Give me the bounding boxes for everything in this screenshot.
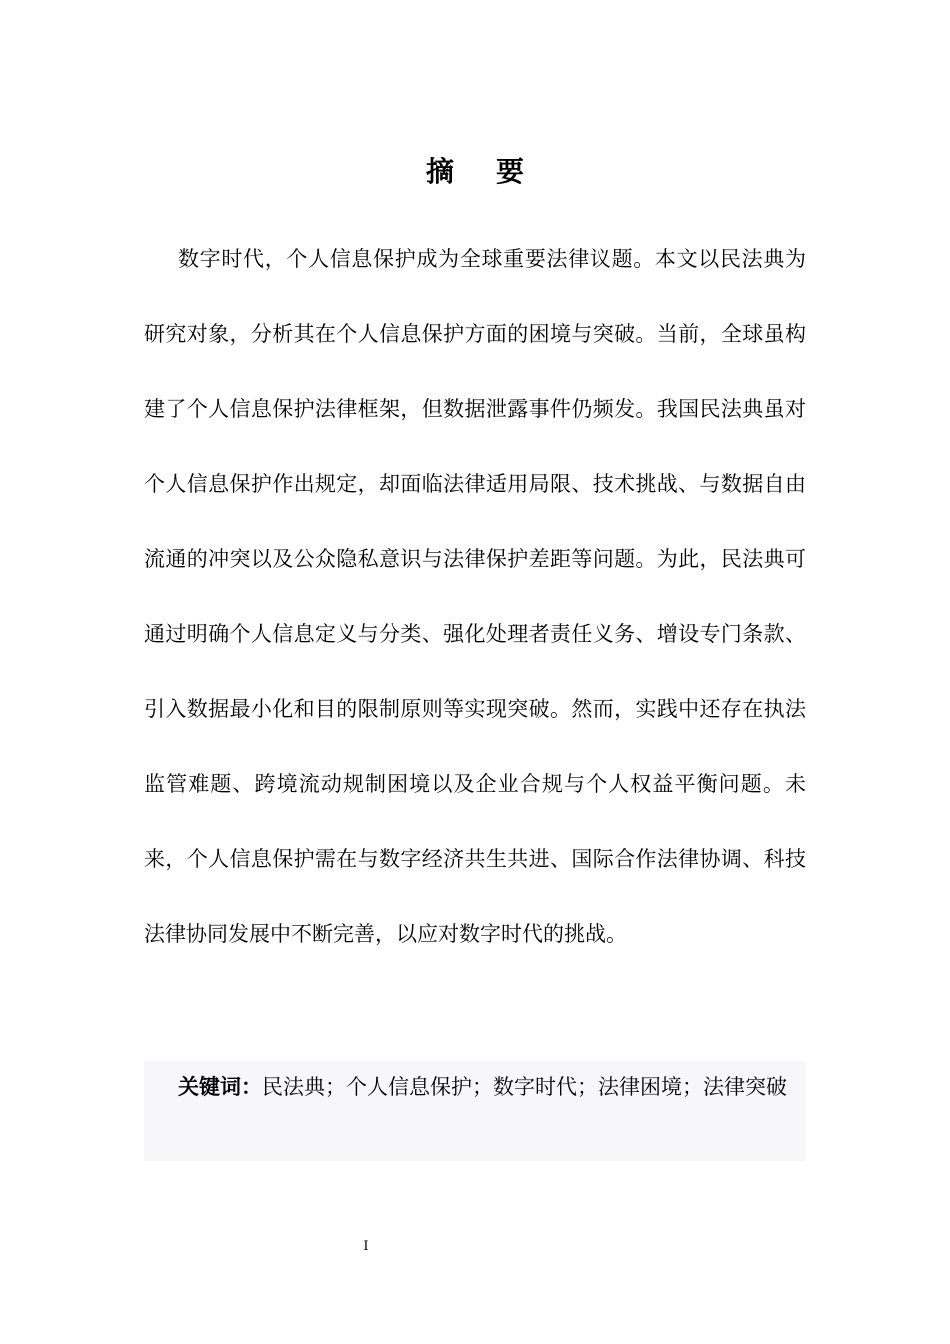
keywords-label: 关键词： [178, 1075, 262, 1099]
abstract-title [0, 152, 950, 192]
abstract-title-char-2: 要 [496, 155, 525, 188]
page-number: I [363, 1239, 369, 1254]
keywords-block [144, 1061, 806, 1161]
keywords-list: 民法典；个人信息保护；数字时代；法律困境；法律突破 [262, 1075, 787, 1099]
abstract-title-char-1: 摘 [425, 155, 454, 188]
abstract-body: 数字时代，个人信息保护成为全球重要法律议题。本文以民法典为研究对象，分析其在个人信息保护方面的困境与突破。当前，全球虽构建了个人信息保护法律框架，但数据泄露事件仍频发。我国民法典虽对个人信息保护作出规定，却面临法律适用局限、技术挑战、与数据自由流通的冲突以及公众隐私意识与法律保护差距等问题。为此，民法典可通过明确个人信息定义与分类、强化处理者责任义务、增设专门条款、引入数据最小化和目的限制原则等实现突破。然而，实践中还存在执法监管难题、跨境流动规制困境以及企业合规与个人权益平衡问题。未来，个人信息保护需在与数字经济共生共进、国际合作法律协调、科技法律协同发展中不断完善，以应对数字时代的挑战。 [144, 247, 806, 946]
